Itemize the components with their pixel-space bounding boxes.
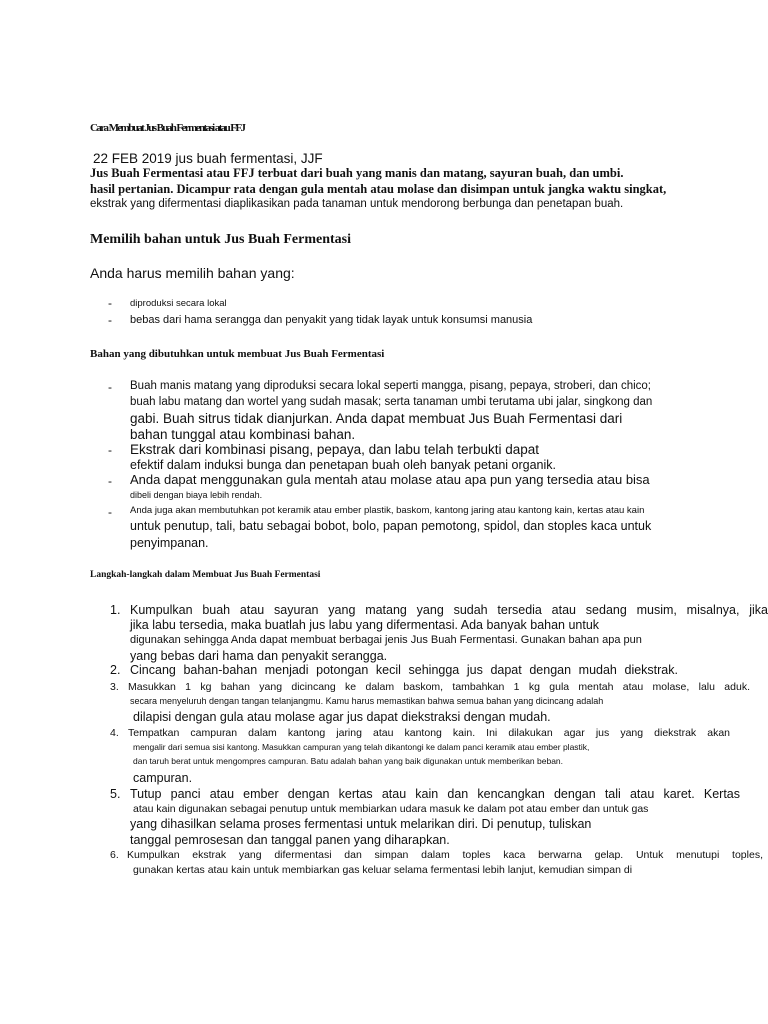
- list-item-line: Buah manis matang yang diproduksi secara lokal seperti mangga, pisang, pepaya, stroberi, dan chico;: [130, 380, 651, 392]
- bullet-dash: -: [108, 380, 112, 394]
- step-line: mengalir dari semua sisi kantong. Masukkan campuran yang telah dikantongi ke dalam panci keramik atau ember plastik,: [133, 742, 590, 752]
- section-lead: Anda harus memilih bahan yang:: [90, 265, 295, 281]
- list-item-line: efektif dalam induksi bunga dan penetapan buah oleh banyak petani organik.: [130, 458, 557, 472]
- step-line: Masukkan 1 kg bahan yang dicincang ke dalam baskom, tambahkan 1 kg gula mentah atau molase, lalu aduk.: [128, 681, 750, 693]
- list-item-line: Anda juga akan membutuhkan pot keramik atau ember plastik, baskom, kantong jaring atau kantong kain, kertas atau kain: [130, 505, 645, 516]
- step-line: yang bebas dari hama dan penyakit serangga.: [130, 649, 388, 663]
- step-line: yang dihasilkan selama proses fermentasi untuk melarikan diri. Di penutup, tuliskan: [130, 817, 592, 831]
- step-line: jika labu tersedia, maka buatlah jus labu yang difermentasi. Ada banyak bahan untuk: [130, 618, 600, 632]
- list-item-line: Anda dapat menggunakan gula mentah atau molase atau apa pun yang tersedia atau bisa: [130, 472, 650, 487]
- step-line: tanggal pemrosesan dan tanggal panen yang diharapkan.: [130, 833, 450, 847]
- list-item-line: dibeli dengan biaya lebih rendah.: [130, 490, 263, 500]
- step-line: Tempatkan campuran dalam kantong jaring atau kantong kain. Ini dilakukan agar jus yang diekstrak akan: [128, 727, 730, 739]
- step-number: 3.: [110, 681, 119, 693]
- step-line: Tutup panci atau ember dengan kertas atau kain dan kencangkan dengan tali atau karet. Kertas: [130, 787, 740, 801]
- step-line: Kumpulkan buah atau sayuran yang matang yang sudah tersedia atau sedang musim, misalnya, jika: [130, 603, 768, 617]
- section-heading-steps: Langkah-langkah dalam Membuat Jus Buah Fermentasi: [90, 570, 321, 580]
- list-item-line: bahan tunggal atau kombinasi bahan.: [130, 427, 356, 442]
- step-line: secara menyeluruh dengan tangan telanjangmu. Kamu harus memastikan bahwa semua bahan yang dicincang adalah: [130, 696, 604, 706]
- step-number: 6.: [110, 849, 119, 861]
- list-item-line: untuk penutup, tali, batu sebagai bobot, bolo, papan pemotong, spidol, dan stoples kaca untuk: [130, 519, 652, 533]
- list-item: diproduksi secara lokal: [130, 298, 227, 309]
- list-item-line: gabi. Buah sitrus tidak dianjurkan. Anda dapat membuat Jus Buah Fermentasi dari: [130, 411, 623, 426]
- step-number: 5.: [110, 787, 121, 801]
- list-item-line: buah labu matang dan wortel yang sudah masak; serta tanaman umbi terutama ubi jalar, singkong dan: [130, 396, 653, 408]
- section-heading-materials: Bahan yang dibutuhkan untuk membuat Jus Buah Fermentasi: [90, 348, 385, 360]
- list-item: bebas dari hama serangga dan penyakit yang tidak layak untuk konsumsi manusia: [130, 314, 533, 326]
- step-line: campuran.: [133, 771, 193, 785]
- bullet-dash: -: [108, 296, 112, 310]
- step-line: gunakan kertas atau kain untuk membiarkan gas keluar selama fermentasi lebih lanjut, kemudian simpan di: [133, 864, 633, 876]
- intro-line-3: ekstrak yang difermentasi diaplikasikan pada tanaman untuk mendorong berbunga dan penetapan buah.: [90, 198, 624, 210]
- step-line: Kumpulkan ekstrak yang difermentasi dan simpan dalam toples kaca berwarna gelap. Untuk menutupi toples,: [127, 849, 763, 861]
- bullet-dash: -: [108, 313, 112, 327]
- list-item-line: penyimpanan.: [130, 536, 209, 550]
- step-number: 1.: [110, 603, 121, 617]
- bullet-dash: -: [108, 474, 112, 488]
- step-line: Cincang bahan-bahan menjadi potongan kecil sehingga jus dapat dengan mudah diekstrak.: [130, 663, 678, 677]
- bullet-dash: -: [108, 443, 112, 457]
- step-line: digunakan sehingga Anda dapat membuat berbagai jenis Jus Buah Fermentasi. Gunakan bahan apa pun: [130, 634, 642, 646]
- list-item-line: Ekstrak dari kombinasi pisang, pepaya, dan labu telah terbukti dapat: [130, 442, 540, 457]
- step-line: dan taruh berat untuk mengompres campuran. Batu adalah bahan yang baik digunakan untuk memberikan beban.: [133, 756, 564, 766]
- step-number: 4.: [110, 727, 119, 739]
- page-title: Cara Membuat Jus Buah Fermentasi atau FFJ: [90, 122, 245, 134]
- intro-line-2: hasil pertanian. Dicampur rata dengan gula mentah atau molase dan disimpan untuk jangka waktu singkat,: [90, 182, 667, 196]
- bullet-dash: -: [108, 505, 112, 519]
- post-meta: 22 FEB 2019 jus buah fermentasi, JJF: [93, 151, 323, 166]
- step-line: atau kain digunakan sebagai penutup untuk membiarkan udara masuk ke dalam pot atau ember dan untuk gas: [133, 803, 649, 815]
- step-line: dilapisi dengan gula atau molase agar jus dapat diekstraksi dengan mudah.: [133, 710, 551, 724]
- intro-line-1: Jus Buah Fermentasi atau FFJ terbuat dari buah yang manis dan matang, sayuran buah, dan umbi.: [90, 166, 624, 180]
- section-heading-choose: Memilih bahan untuk Jus Buah Fermentasi: [90, 232, 351, 247]
- step-number: 2.: [110, 663, 121, 677]
